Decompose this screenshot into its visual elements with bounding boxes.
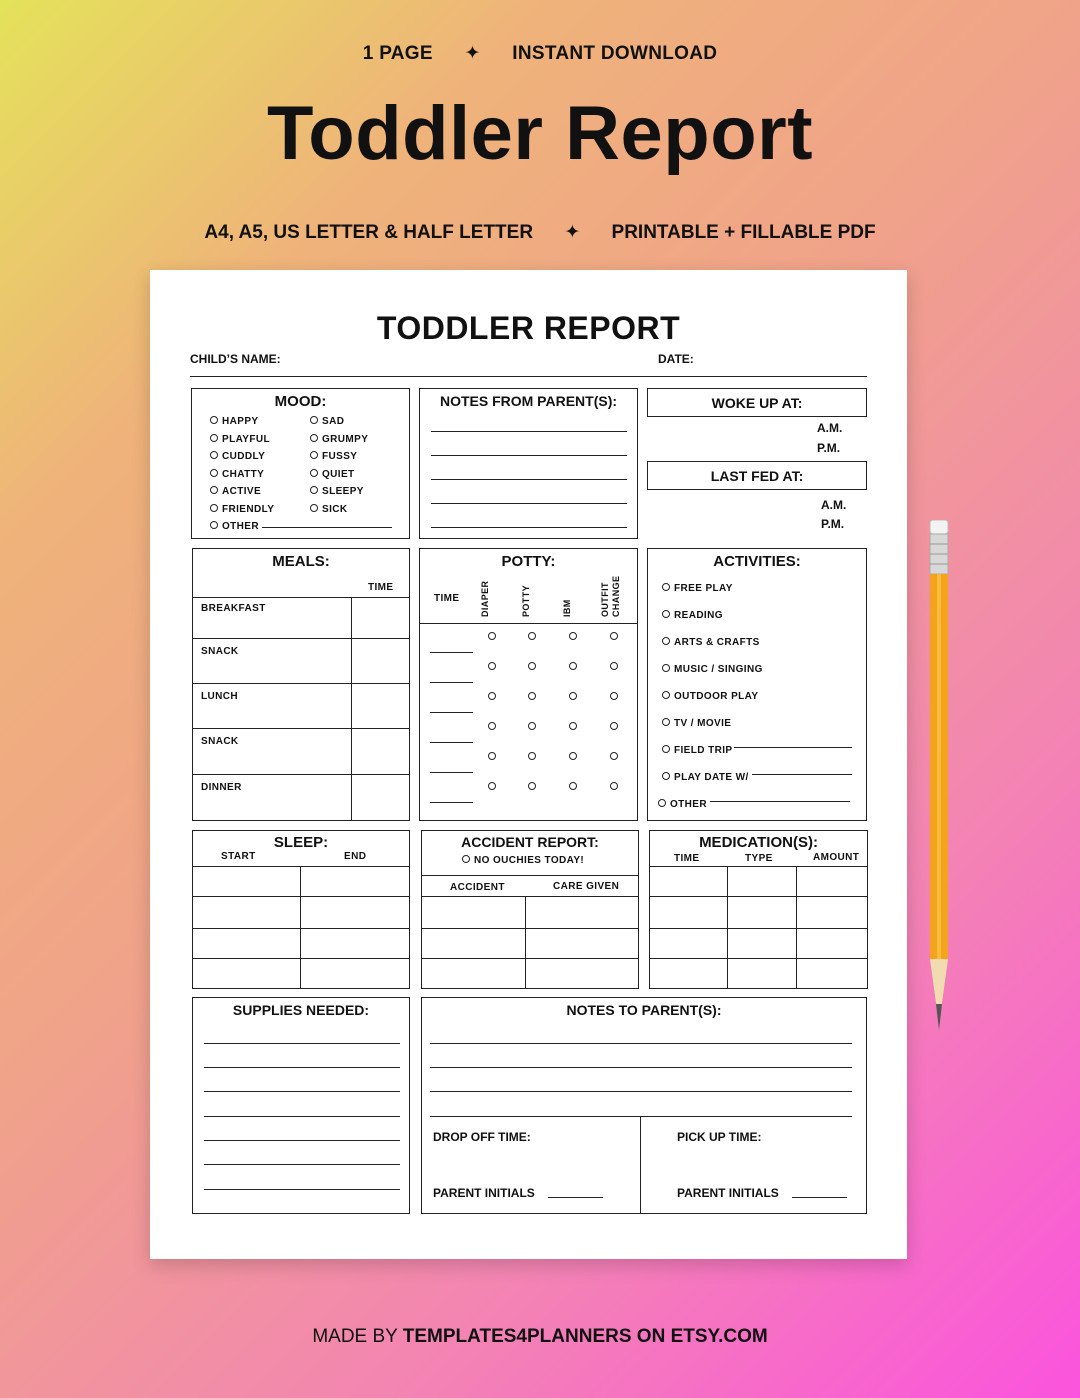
care-given-header: CARE GIVEN [553,881,620,892]
mood-box [191,388,410,539]
mood-col-1 [210,413,274,536]
mood-option[interactable]: ACTIVE [210,483,274,501]
potty-time-line[interactable] [430,712,473,713]
notes-from-parents-title: NOTES FROM PARENT(S): [439,393,618,409]
activity-option[interactable]: OUTDOOR PLAY [662,683,763,710]
made-by-label: MADE BY [312,1326,403,1347]
potty-time-line[interactable] [430,742,473,743]
activities-title: ACTIVITIES: [713,553,801,570]
pm-label[interactable]: P.M. [817,441,841,455]
mood-option[interactable]: CUDDLY [210,448,274,466]
supplies-box [192,997,410,1214]
potty-checkbox-circle-icon[interactable] [569,692,577,700]
shop-name-link[interactable]: TEMPLATES4PLANNERS ON ETSY.COM [402,1326,768,1347]
radio-circle-icon[interactable] [310,469,318,477]
mood-option[interactable]: GRUMPY [310,431,368,449]
write-line[interactable] [430,1091,852,1092]
mood-option[interactable]: HAPPY [210,413,274,431]
write-line[interactable] [204,1091,400,1092]
meal-row-label: SNACK [201,736,239,747]
radio-circle-icon[interactable] [662,745,670,753]
mood-option[interactable]: FUSSY [310,448,368,466]
write-line[interactable] [430,1067,852,1068]
date-label: DATE: [658,352,694,366]
potty-checkbox-circle-icon[interactable] [528,662,536,670]
potty-title: POTTY: [501,553,556,570]
potty-col-header: DIAPER [480,580,490,617]
radio-circle-icon[interactable] [662,691,670,699]
potty-checkbox-circle-icon[interactable] [569,752,577,760]
write-line[interactable] [204,1067,400,1068]
accident-header: ACCIDENT [450,882,505,893]
am-label[interactable]: A.M. [821,498,847,512]
med-type-header: TYPE [745,853,773,864]
write-line[interactable] [204,1116,400,1117]
radio-circle-icon[interactable] [310,504,318,512]
potty-checkbox-circle-icon[interactable] [610,632,618,640]
drop-off-label: DROP OFF TIME: [433,1130,531,1144]
woke-up-label: WOKE UP AT: [711,395,803,411]
write-line[interactable] [204,1043,400,1044]
activity-option[interactable]: MUSIC / SINGING [662,656,763,683]
write-line[interactable] [430,1043,852,1044]
radio-circle-icon[interactable] [662,637,670,645]
star-icon: ✦ [564,222,581,243]
sleep-box [192,830,410,989]
potty-col-header: IBM [562,599,572,617]
pick-up-label: PICK UP TIME: [677,1130,762,1144]
radio-circle-icon[interactable] [210,451,218,459]
write-line[interactable] [431,455,627,456]
meals-title: MEALS: [272,553,330,570]
radio-circle-icon[interactable] [210,486,218,494]
woke-up-box[interactable] [647,388,867,417]
radio-circle-icon[interactable] [662,772,670,780]
notes-to-parents-box [421,997,867,1214]
potty-checkbox-circle-icon[interactable] [569,782,577,790]
report-sheet [150,270,907,1259]
last-fed-label: LAST FED AT: [710,468,804,484]
potty-time-header: TIME [434,593,460,604]
potty-time-line[interactable] [430,802,473,803]
potty-checkbox-circle-icon[interactable] [488,692,496,700]
name-date-rule [190,376,867,377]
sheet-title: TODDLER REPORT [376,310,681,346]
write-line[interactable] [204,1140,400,1141]
mood-option[interactable]: SLEEPY [310,483,368,501]
potty-col-header: POTTY [521,584,531,617]
potty-checkbox-circle-icon[interactable] [610,692,618,700]
radio-circle-icon[interactable] [662,718,670,726]
mood-option[interactable]: SAD [310,413,368,431]
activity-option[interactable]: FIELD TRIP [662,737,763,764]
mood-option[interactable]: PLAYFUL [210,431,274,449]
mood-other-line[interactable] [262,527,392,528]
potty-box [419,548,638,821]
potty-checkbox-circle-icon[interactable] [488,662,496,670]
potty-checkbox-circle-icon[interactable] [528,692,536,700]
radio-circle-icon[interactable] [658,799,666,807]
format-line [0,221,1080,244]
mood-col-2 [310,413,368,518]
radio-circle-icon[interactable] [210,469,218,477]
meal-row-label: BREAKFAST [201,603,266,614]
activity-option[interactable]: OTHER [658,791,763,818]
potty-checkbox-circle-icon[interactable] [610,662,618,670]
star-icon: ✦ [464,43,481,64]
field-trip-line[interactable] [734,747,852,748]
supplies-title: SUPPLIES NEEDED: [232,1002,370,1018]
potty-time-line[interactable] [430,652,473,653]
medication-box [649,830,868,989]
med-amount-header: AMOUNT [813,852,860,863]
radio-circle-icon[interactable] [310,434,318,442]
write-line[interactable] [204,1164,400,1165]
radio-circle-icon[interactable] [662,610,670,618]
sleep-title: SLEEP: [273,834,329,851]
printable-label: PRINTABLE + FILLABLE PDF [611,222,876,243]
promo-title: Toddler Report [266,91,813,176]
instant-download-label: INSTANT DOWNLOAD [512,43,718,64]
notes-to-parents-title: NOTES TO PARENT(S): [566,1002,722,1018]
sleep-end-header: END [344,851,367,862]
radio-circle-icon[interactable] [210,521,218,529]
potty-checkbox-circle-icon[interactable] [488,722,496,730]
parent-initials-label: PARENT INITIALS [677,1186,779,1200]
potty-checkbox-circle-icon[interactable] [610,752,618,760]
last-fed-box[interactable] [647,461,867,490]
pencil-icon [928,520,950,1035]
radio-circle-icon[interactable] [662,664,670,672]
accident-box [421,830,639,989]
potty-col-header: OUTFIT CHANGE [600,575,621,617]
write-line[interactable] [431,479,627,480]
meals-time-header: TIME [368,582,394,593]
medication-title: MEDICATION(S): [699,834,818,851]
radio-circle-icon[interactable] [210,416,218,424]
potty-checkbox-circle-icon[interactable] [528,782,536,790]
parent-initials-label: PARENT INITIALS [433,1186,535,1200]
mood-option[interactable]: FRIENDLY [210,501,274,519]
mood-option[interactable]: QUIET [310,466,368,484]
med-time-header: TIME [674,853,700,864]
radio-circle-icon[interactable] [210,434,218,442]
mood-title: MOOD: [274,393,327,410]
activity-other-line[interactable] [710,801,850,802]
meal-row-label: SNACK [201,646,239,657]
activities-list [662,575,763,818]
mood-option[interactable]: SICK [310,501,368,519]
write-line[interactable] [431,431,627,432]
radio-circle-icon[interactable] [662,583,670,591]
potty-checkbox-circle-icon[interactable] [569,722,577,730]
formats-label: A4, A5, US LETTER & HALF LETTER [204,222,534,243]
sleep-start-header: START [221,851,256,862]
no-ouchies-option[interactable]: NO OUCHIES TODAY! [462,855,584,866]
childs-name-label: CHILD’S NAME: [190,352,281,366]
potty-time-line[interactable] [430,682,473,683]
potty-checkbox-circle-icon[interactable] [569,632,577,640]
pm-label[interactable]: P.M. [821,517,845,531]
mood-option-other[interactable]: OTHER [210,518,274,536]
mood-option[interactable]: CHATTY [210,466,274,484]
meals-box [192,548,410,821]
potty-checkbox-circle-icon[interactable] [528,632,536,640]
am-label[interactable]: A.M. [817,421,843,435]
write-line[interactable] [204,1189,400,1190]
promo-top-line [0,42,1080,65]
potty-checkbox-circle-icon[interactable] [610,782,618,790]
radio-circle-icon[interactable] [210,504,218,512]
play-date-line[interactable] [752,774,852,775]
potty-checkbox-circle-icon[interactable] [528,722,536,730]
activity-option[interactable]: TV / MOVIE [662,710,763,737]
potty-checkbox-circle-icon[interactable] [488,752,496,760]
footer-credit [0,1326,1080,1348]
page-count: 1 PAGE [362,43,433,64]
accident-title: ACCIDENT REPORT: [461,834,599,850]
activity-option[interactable]: PLAY DATE W/ [662,764,763,791]
meal-row-label: DINNER [201,782,242,793]
drop-off-initials-line[interactable] [548,1197,603,1198]
radio-circle-icon[interactable] [310,486,318,494]
activities-box [647,548,867,821]
potty-checkbox-circle-icon[interactable] [528,752,536,760]
potty-checkbox-circle-icon[interactable] [488,782,496,790]
activity-option[interactable]: READING [662,602,763,629]
pick-up-initials-line[interactable] [792,1197,847,1198]
potty-checkbox-circle-icon[interactable] [488,632,496,640]
activity-option[interactable]: FREE PLAY [662,575,763,602]
potty-time-line[interactable] [430,772,473,773]
radio-circle-icon[interactable] [310,451,318,459]
meal-row-label: LUNCH [201,691,238,702]
write-line[interactable] [431,503,627,504]
radio-circle-icon[interactable] [310,416,318,424]
notes-from-parents-box [419,388,638,539]
potty-checkbox-circle-icon[interactable] [610,722,618,730]
activity-option[interactable]: ARTS & CRAFTS [662,629,763,656]
write-line[interactable] [431,527,627,528]
radio-circle-icon[interactable] [462,855,470,863]
potty-checkbox-circle-icon[interactable] [569,662,577,670]
